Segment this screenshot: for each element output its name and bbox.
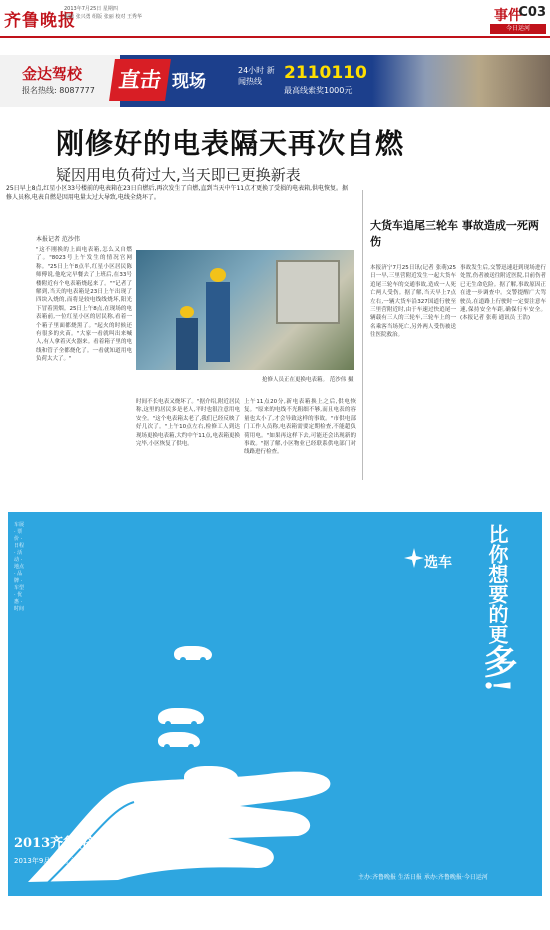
ad-tagline — [458, 524, 536, 824]
article-subhead: 疑因用电负荷过大,当天即已更换新表 — [56, 166, 301, 184]
section-name: 事件 — [494, 8, 522, 24]
zhiji-label: 直击 — [109, 59, 171, 101]
article-column-1: "这不刚换的上面电表箱,怎么又自燃了。"8023号上午发生的情况官网称。"25日上午8点半,红星小区居民陈师傅说,他吃完早餐去了上班后,在33号楼附近有个电表箱烧起来了。""记者了解到,当天的电表箱是23日上午出现了四块入烧的,而将是较电线线烧坏,阳光下冒着黑烟。25日上午8点,在现场的电表箱前,一位红星小区的居民称,看着一个箱子里面都烧黑了。"起火的时候还有很多的火苗。"大家一看就叫出来喊人,有人拿着灭火器来。看着箱子里的电线和管子全都烧化了。一看就知道用电负荷太大了。" — [36, 247, 132, 363]
article-byline: 本报记者 范沙伟 — [36, 236, 80, 243]
xuanche-label: 选车 — [424, 555, 452, 571]
photo-caption: 抢修人员正在更换电表箱。 范沙伟 摄 — [262, 377, 354, 383]
hardhat-shape — [210, 268, 226, 282]
xianchang-label: 现场 — [172, 72, 206, 92]
crowd-photo — [372, 55, 550, 107]
hardhat-shape — [180, 306, 194, 318]
masthead — [0, 0, 550, 38]
reward-text: 最高线索奖1000元 — [284, 86, 353, 95]
hotline-label: 24小时 新闻热线 — [238, 66, 275, 86]
car-show-ad[interactable] — [8, 512, 542, 896]
issue-date: 2013年7月25日 星期四 — [64, 6, 118, 12]
editors-line: 编辑 张兴勇 组版 张丽 校对 王秀华 — [64, 14, 142, 20]
page-number: C03 — [518, 5, 546, 20]
worker-shape — [206, 282, 230, 362]
column-divider — [362, 190, 363, 480]
worker-shape — [176, 318, 198, 370]
hotline-number: 2110110 — [284, 63, 367, 83]
article-column-3: 上午11点20分,新电表箱换上之后,供电恢复。"原来的电线不光粗细不够,而且电表的容量也太小了,才会导致这样的事故。"市供电部门工作人员称,电表箱需要定期检查,不能超负荷用电。"如果再这样下去,可能还会出现新的事故。"据了解,小区物业已经联系供电部门对线路进行检查。 — [244, 399, 356, 456]
car-show-date: 2013年9月6-8日 济宁体育场 — [14, 857, 106, 865]
sparkle-icon — [404, 548, 424, 568]
side-story-headline: 大货车追尾三轮车 事故造成一死两伤 — [370, 219, 539, 248]
repair-photo — [136, 250, 354, 370]
car-icon — [174, 646, 212, 660]
newspaper-logo: 齐鲁晚报 — [4, 11, 76, 31]
school-name: 金达驾校 — [22, 65, 83, 83]
car-show-title: 2013齐鲁(济宁)秋季车展 — [14, 836, 167, 851]
sponsor-line: 主办:齐鲁晚报 生活日报 承办:齐鲁晚报·今日运河 — [358, 874, 488, 881]
ad-side-text: 车展 · 票价 · 日程 · 活动 · 地点 · 品牌 · 车型 · 优惠 · 时间 — [14, 522, 25, 612]
article-column-2: 时间不长电表又烧坏了。"据介绍,附近居民称,这里的居民多是老人,平时也很注意用电安全。"这个电表箱太老了,我们已经反映了好几次了。"上午10点左右,检修工人到达现场更换电表箱,大约中午11点,电表箱更换完毕,小区恢复了供电。 — [136, 399, 240, 448]
meter-box-shape — [276, 260, 340, 324]
side-story-column-1: 本报济宁7月25日讯(记者 张萌)25日一早,三里营附近发生一起大货车追尾三轮车的交通事故,造成一人死亡两人受伤。据了解,当天早上7点左右,一辆大货车沿327国道行驶至三里营附近时,由于车速过快追尾一辆载有三人的三轮车,三轮车上的一名乘客当场死亡,另外两人受伤被送往医院救治。 — [370, 265, 456, 339]
school-phone: 报名热线: 8087777 — [22, 86, 95, 95]
ad-tagline-text: 比你想要的更多! — [477, 524, 517, 693]
article-lead: 25日早上8点,红星小区33号楼前的电表箱在23日自燃后,再次发生了自燃,直到当天中午11点才更换了受损的电表箱,供电恢复。据修人员称,电表自燃是因用电量太过大导致,电线全烧坏了。 — [6, 185, 348, 201]
side-story-column-2: 事故发生后,交警迅速赶到现场进行处置,伤者被送往附近医院,目前伤者已无生命危险。据了解,事故原因正在进一步调查中。交警提醒广大驾驶员,在道路上行驶时一定要注意车速,保持安全车距,确保行车安全。(本报记者 张萌 通讯员 王浩) — [460, 265, 546, 322]
subsection-tag: 今日运河 — [490, 24, 546, 34]
article-headline: 刚修好的电表隔天再次自燃 — [56, 127, 405, 160]
driving-school-ad — [0, 55, 120, 107]
hotline-banner[interactable] — [0, 55, 550, 107]
